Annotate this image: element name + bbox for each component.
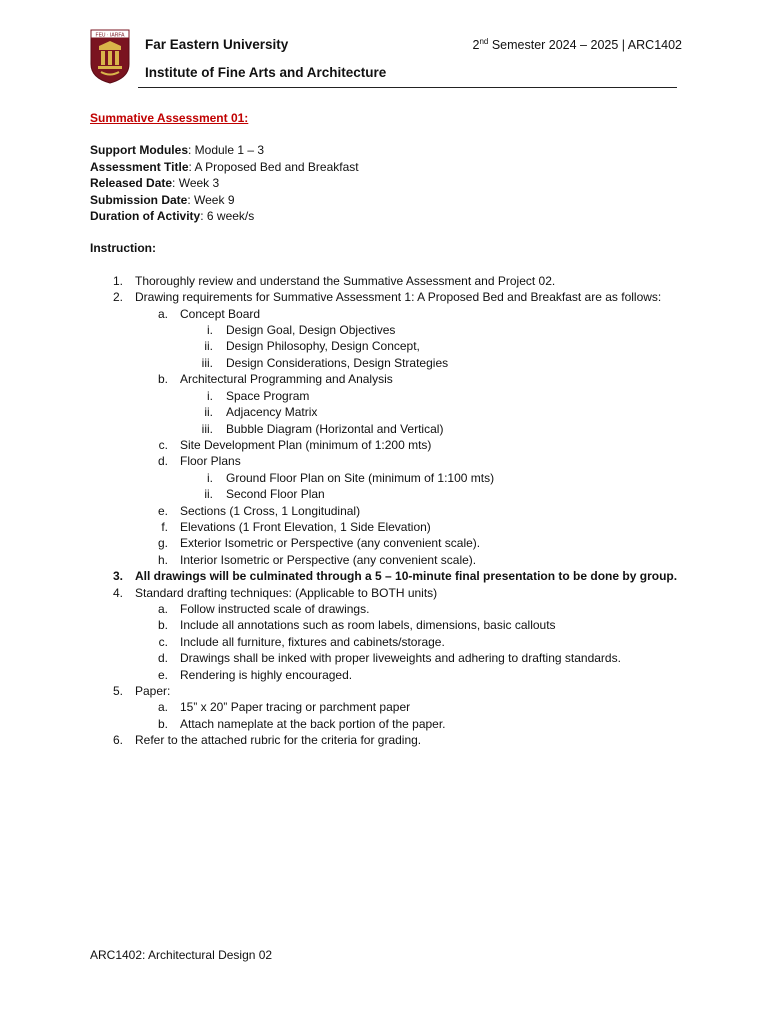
header-divider bbox=[138, 87, 677, 88]
list-marker: g. bbox=[157, 536, 168, 551]
instruction-heading: Instruction: bbox=[90, 241, 156, 256]
list-marker: b. bbox=[157, 618, 168, 633]
list-marker: b. bbox=[157, 716, 168, 731]
instruction-item bbox=[90, 470, 690, 486]
feu-iarfa-logo bbox=[89, 28, 131, 84]
list-marker: ii. bbox=[204, 339, 213, 354]
instruction-item bbox=[90, 289, 690, 305]
list-marker: iii. bbox=[201, 421, 213, 436]
instruction-text: Design Considerations, Design Strategies bbox=[226, 355, 449, 370]
list-marker: a. bbox=[157, 306, 168, 321]
assessment-meta bbox=[90, 142, 690, 224]
list-marker: a. bbox=[157, 601, 168, 616]
instruction-text: Drawings shall be inked with proper liveweights and adhering to drafting standards. bbox=[180, 651, 621, 666]
semester-rest: Semester 2024 – 2025 | ARC1402 bbox=[488, 38, 682, 53]
meta-row bbox=[90, 192, 690, 208]
list-marker: ii. bbox=[204, 405, 213, 420]
instruction-item bbox=[90, 699, 690, 715]
meta-label: Released Date bbox=[90, 176, 173, 191]
instruction-text: Include all annotations such as room labels, dimensions, basic callouts bbox=[180, 618, 556, 633]
logo-text: FEU · IARFA bbox=[95, 32, 125, 39]
document-body bbox=[90, 110, 690, 749]
instruction-item bbox=[90, 371, 690, 387]
instruction-item bbox=[90, 519, 690, 535]
list-marker: a. bbox=[157, 700, 168, 715]
list-marker: e. bbox=[157, 667, 168, 682]
instruction-item bbox=[90, 338, 690, 354]
list-marker: c. bbox=[158, 437, 168, 452]
meta-row bbox=[90, 159, 690, 175]
meta-label: Submission Date bbox=[90, 192, 188, 207]
instruction-item bbox=[90, 667, 690, 683]
instruction-text: Interior Isometric or Perspective (any convenient scale). bbox=[180, 552, 477, 567]
instruction-text: Architectural Programming and Analysis bbox=[180, 372, 393, 387]
instruction-text: Second Floor Plan bbox=[226, 487, 325, 502]
instruction-item bbox=[90, 650, 690, 666]
semester-course bbox=[472, 37, 682, 52]
instruction-text: Refer to the attached rubric for the criteria for grading. bbox=[135, 733, 422, 748]
list-marker: d. bbox=[157, 454, 168, 469]
instruction-item bbox=[90, 355, 690, 371]
list-marker: f. bbox=[161, 519, 168, 534]
instruction-item bbox=[90, 716, 690, 732]
instruction-item bbox=[90, 503, 690, 519]
list-marker: h. bbox=[157, 552, 168, 567]
instruction-text: Drawing requirements for Summative Assessment 1: A Proposed Bed and Breakfast are as follows: bbox=[135, 290, 662, 305]
list-marker: 4. bbox=[112, 585, 123, 600]
meta-value: : Week 3 bbox=[172, 176, 220, 191]
meta-label: Duration of Activity bbox=[90, 209, 201, 224]
instruction-item bbox=[90, 617, 690, 633]
page-footer: ARC1402: Architectural Design 02 bbox=[90, 948, 273, 962]
instruction-text: Design Philosophy, Design Concept, bbox=[226, 339, 420, 354]
list-marker: i. bbox=[207, 388, 213, 403]
instruction-text: Sections (1 Cross, 1 Longitudinal) bbox=[180, 503, 361, 518]
list-marker: b. bbox=[157, 372, 168, 387]
instruction-item bbox=[90, 404, 690, 420]
instruction-text: Standard drafting techniques: (Applicable to BOTH units) bbox=[135, 585, 438, 600]
instruction-text: Site Development Plan (minimum of 1:200 mts) bbox=[180, 437, 432, 452]
instruction-text: Rendering is highly encouraged. bbox=[180, 667, 353, 682]
instruction-text: Elevations (1 Front Elevation, 1 Side Elevation) bbox=[180, 519, 431, 534]
instruction-text: Ground Floor Plan on Site (minimum of 1:100 mts) bbox=[226, 470, 495, 485]
instruction-item bbox=[90, 453, 690, 469]
semester-ordinal: nd bbox=[479, 37, 489, 46]
instruction-text: Space Program bbox=[226, 388, 310, 403]
list-marker: 2. bbox=[112, 290, 123, 305]
list-marker: e. bbox=[157, 503, 168, 518]
instruction-item bbox=[90, 437, 690, 453]
instruction-text: Attach nameplate at the back portion of the paper. bbox=[180, 716, 446, 731]
instruction-text: Thoroughly review and understand the Summative Assessment and Project 02. bbox=[135, 273, 556, 288]
instruction-text: Bubble Diagram (Horizontal and Vertical) bbox=[226, 421, 444, 436]
list-marker: d. bbox=[157, 651, 168, 666]
assessment-title: Summative Assessment 01: bbox=[90, 111, 249, 125]
list-marker: 6. bbox=[112, 733, 123, 748]
instruction-item bbox=[90, 486, 690, 502]
list-marker: 1. bbox=[112, 273, 123, 288]
meta-label: Assessment Title bbox=[90, 159, 189, 174]
university-name: Far Eastern University bbox=[145, 37, 289, 52]
instruction-item bbox=[90, 568, 690, 584]
instruction-item bbox=[90, 306, 690, 322]
list-marker: iii. bbox=[201, 355, 213, 370]
instruction-list bbox=[90, 273, 690, 749]
instruction-item bbox=[90, 535, 690, 551]
instruction-item bbox=[90, 732, 690, 748]
instruction-item bbox=[90, 585, 690, 601]
list-marker: i. bbox=[207, 470, 213, 485]
list-marker: c. bbox=[158, 634, 168, 649]
meta-label: Support Modules bbox=[90, 143, 188, 158]
instruction-text: Paper: bbox=[135, 684, 171, 698]
instruction-item bbox=[90, 322, 690, 338]
instruction-text: Exterior Isometric or Perspective (any convenient scale). bbox=[180, 536, 481, 551]
instruction-text: Design Goal, Design Objectives bbox=[226, 323, 396, 338]
meta-value: : 6 week/s bbox=[200, 209, 255, 224]
semester-number: 2 bbox=[472, 38, 480, 53]
instruction-item bbox=[90, 388, 690, 404]
instruction-item bbox=[90, 552, 690, 568]
instruction-text: Follow instructed scale of drawings. bbox=[180, 601, 370, 616]
institute-name: Institute of Fine Arts and Architecture bbox=[145, 65, 387, 80]
meta-value: : Week 9 bbox=[187, 192, 235, 207]
instruction-text: All drawings will be culminated through a 5 – 10-minute final presentation to be done by group. bbox=[135, 569, 678, 584]
instruction-text: Concept Board bbox=[180, 306, 261, 321]
meta-row bbox=[90, 208, 690, 224]
list-marker: 5. bbox=[112, 684, 123, 698]
meta-row bbox=[90, 142, 690, 158]
list-marker: 3. bbox=[112, 569, 123, 584]
meta-row bbox=[90, 175, 690, 191]
instruction-text: Adjacency Matrix bbox=[226, 405, 318, 420]
instruction-item bbox=[90, 634, 690, 650]
instruction-item bbox=[90, 683, 690, 699]
instruction-item bbox=[90, 601, 690, 617]
list-marker: ii. bbox=[204, 487, 213, 502]
instruction-text: Floor Plans bbox=[180, 454, 241, 469]
instruction-item bbox=[90, 421, 690, 437]
instruction-text: Include all furniture, fixtures and cabinets/storage. bbox=[180, 634, 445, 649]
meta-value: : A Proposed Bed and Breakfast bbox=[188, 159, 359, 174]
meta-value: : Module 1 – 3 bbox=[188, 143, 265, 158]
list-marker: i. bbox=[207, 323, 213, 338]
instruction-item bbox=[90, 273, 690, 289]
instruction-text: 15” x 20” Paper tracing or parchment paper bbox=[180, 700, 411, 715]
